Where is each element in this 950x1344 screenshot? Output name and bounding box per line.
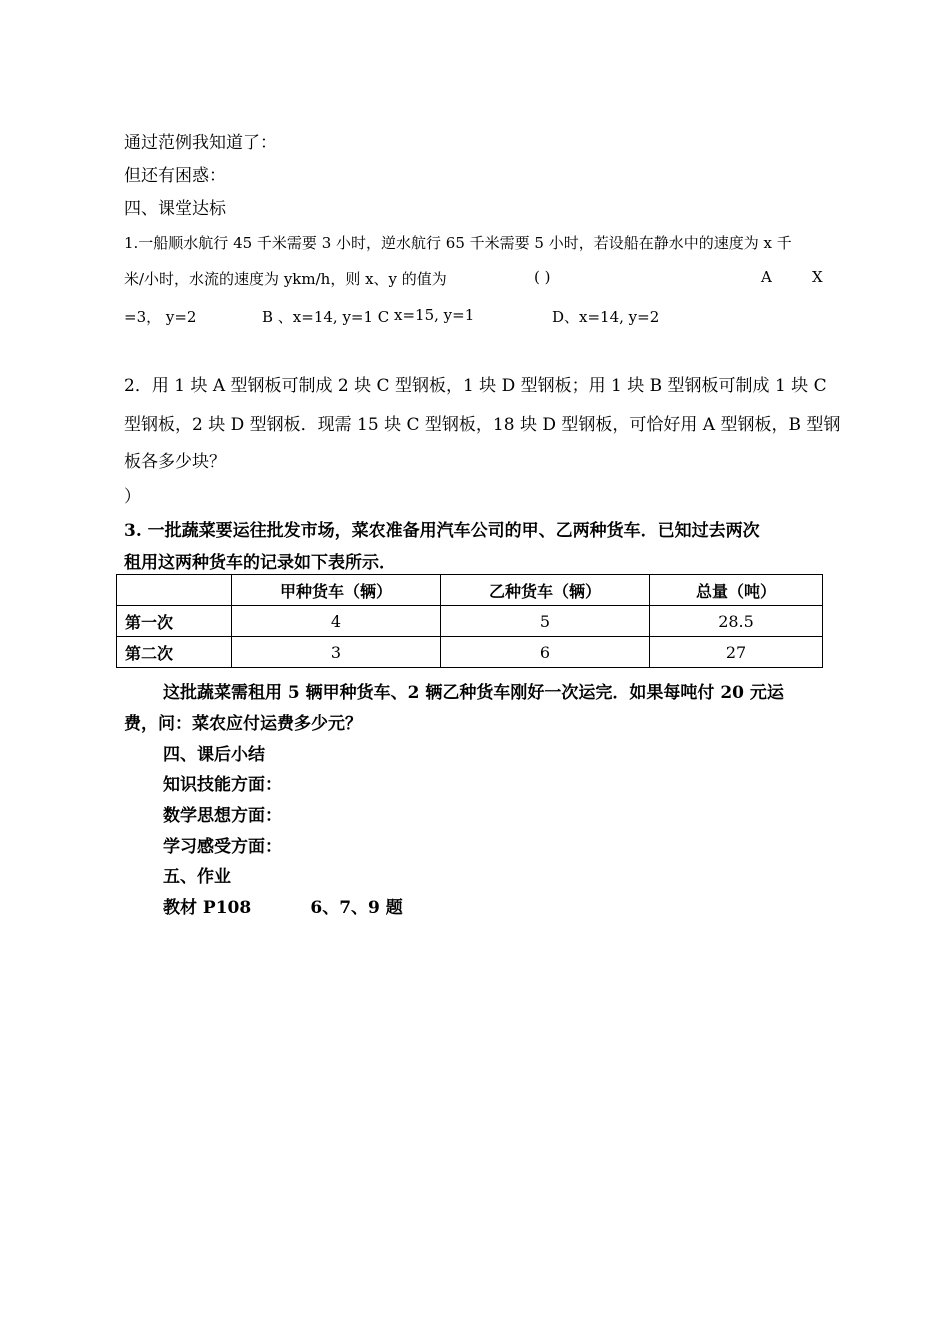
question-1-line-3: [124, 306, 824, 327]
table-row: [117, 637, 823, 668]
table-cell: 6: [441, 637, 650, 668]
question-3-line-4: 费，问：菜农应付运费多少元？: [124, 714, 362, 734]
table-row: [117, 606, 823, 637]
prompt-confusion: 但还有困惑：: [124, 166, 226, 186]
truck-rental-table: [116, 574, 823, 668]
table-cell: 3: [232, 637, 441, 668]
question-1-text: 米/小时，水流的速度为 ykm/h，则 x、y 的值为: [124, 270, 447, 288]
question-1-line-2: [124, 268, 823, 289]
question-3-line-1: 3. 一批蔬菜要运往批发市场，菜农准备用汽车公司的甲、乙两种货车．已知过去两次: [124, 521, 760, 541]
prompt-learned: 通过范例我知道了：: [124, 133, 277, 153]
table-cell: 第二次: [117, 637, 232, 668]
table-header-row: [117, 575, 823, 606]
question-2-line-1: 2．用 1 块 A 型钢板可制成 2 块 C 型钢板，1 块 D 型钢板；用 1 块 B 型钢板可制成 1 块 C: [124, 376, 827, 396]
question-3-line-3: 这批蔬菜需租用 5 辆甲种货车、2 辆乙种货车刚好一次运完．如果每吨付 20 元运: [163, 683, 784, 703]
summary-knowledge: 知识技能方面：: [163, 775, 282, 795]
section-heading-summary: 四、课后小结: [163, 745, 265, 765]
option-b-c: B 、x=14, y=1 C: [262, 308, 390, 326]
summary-feeling: 学习感受方面：: [163, 837, 282, 857]
section-heading-class-practice: 四、课堂达标: [124, 199, 226, 219]
question-2-line-2: 型钢板，2 块 D 型钢板．现需 15 块 C 型钢板，18 块 D 型钢板，可恰好用 A 型钢板，B 型钢: [124, 415, 841, 435]
answer-paren: ( ): [534, 268, 551, 286]
table-cell: 第一次: [117, 606, 232, 637]
question-2-line-3: 板各多少块？: [124, 452, 226, 472]
table-header-cell: 总量（吨）: [650, 575, 823, 606]
table-header-cell: 甲种货车（辆）: [232, 575, 441, 606]
section-heading-homework: 五、作业: [163, 867, 231, 887]
table-header-cell: [117, 575, 232, 606]
summary-math-thinking: 数学思想方面：: [163, 806, 282, 826]
option-a-label: A: [761, 268, 772, 286]
option-c-value: x=15, y=1: [394, 306, 475, 324]
question-2-closing-paren: ）: [124, 487, 141, 507]
question-3-line-2: 租用这两种货车的记录如下表所示．: [124, 553, 396, 573]
homework-assignment: 教材 P108 6、7、9 题: [163, 898, 403, 918]
table-cell: 28.5: [650, 606, 823, 637]
option-a-value: =3， y=2: [124, 308, 197, 326]
table-cell: 4: [232, 606, 441, 637]
table-header-cell: 乙种货车（辆）: [441, 575, 650, 606]
question-1-line-1: 1.一船顺水航行 45 千米需要 3 小时，逆水航行 65 千米需要 5 小时，若设船在静水中的速度为 x 千: [124, 234, 792, 252]
table-cell: 27: [650, 637, 823, 668]
option-d: D、x=14, y=2: [552, 308, 660, 326]
table-cell: 5: [441, 606, 650, 637]
option-a-var: X: [812, 268, 823, 286]
